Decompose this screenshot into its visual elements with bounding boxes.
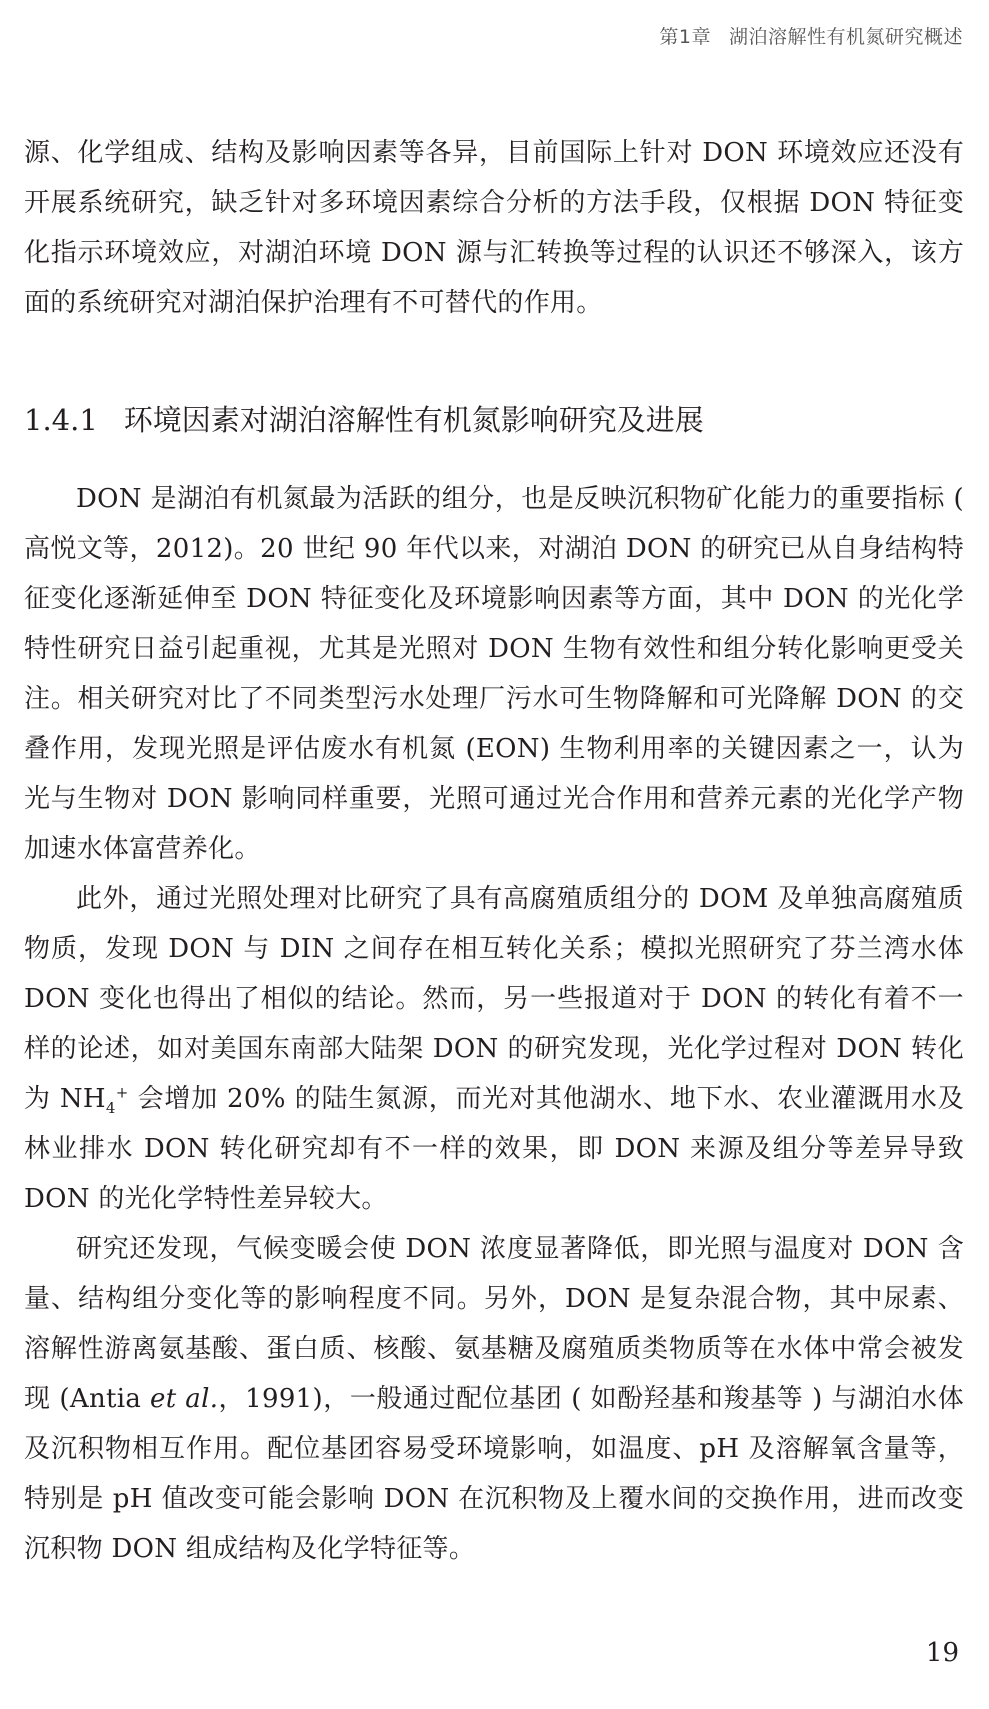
- page-number: 19: [925, 1638, 959, 1668]
- ammonium-superscript: +: [115, 1083, 129, 1102]
- paragraph-3-text-a: 研究还发现，气候变暖会使 DON 浓度显著降低，即光照与温度对 DON 含量、结构组分变化等的影响程度不同。另外，DON 是复杂混合物，其中尿素、溶解性游离氨基酸、蛋白质、核酸、氨基糖及腐殖质类物质等在水体中常会被发现 (Antia: [24, 1234, 964, 1414]
- paragraph-1: DON 是湖泊有机氮最为活跃的组分，也是反映沉积物矿化能力的重要指标 ( 高悦文等，2012)。20 世纪 90 年代以来，对湖泊 DON 的研究已从自身结构特征变化逐渐延伸至 DON 特征变化及环境影响因素等方面，其中 DON 的光化学特性研究日益引起重视，尤其是光照对 DON 生物有效性和组分转化影响更受关注。相关研究对比了不同类型污水处理厂污水可生物降解和可光降解 DON 的交叠作用，发现光照是评估废水有机氮 (EON) 生物利用率的关键因素之一，认为光与生物对 DON 影响同样重要，光照可通过光合作用和营养元素的光化学产物加速水体富营养化。: [24, 484, 964, 864]
- paragraph-continued: 源、化学组成、结构及影响因素等各异，目前国际上针对 DON 环境效应还没有开展系统研究，缺乏针对多环境因素综合分析的方法手段，仅根据 DON 特征变化指示环境效应，对湖泊环境 DON 源与汇转换等过程的认识还不够深入，该方面的系统研究对湖泊保护治理有不可替代的作用。: [24, 138, 964, 318]
- ammonium-subscript: 4: [105, 1099, 116, 1118]
- page-body: [24, 128, 964, 1574]
- paragraph-3-text-b: ，1991)，一般通过配位基团 ( 如酚羟基和羧基等 ) 与湖泊水体及沉积物相互作用。配位基团容易受环境影响，如温度、pH 及溶解氧含量等，特别是 pH 值改变可能会影响 DON 在沉积物及上覆水间的交换作用，进而改变沉积物 DON 组成结构及化学特征等。: [24, 1384, 965, 1564]
- section-heading: [24, 394, 964, 446]
- paragraph-2: [24, 874, 964, 1224]
- chapter-title: 湖泊溶解性有机氮研究概述: [728, 26, 963, 48]
- section-title: 环境因素对湖泊溶解性有机氮影响研究及进展: [123, 403, 704, 437]
- paragraph-2-text-a: 此外，通过光照处理对比研究了具有高腐殖质组分的 DOM 及单独高腐殖质物质，发现 DON 与 DIN 之间存在相互转化关系；模拟光照研究了芬兰湾水体 DON 变化也得出了相似的结论。然而，另一些报道对于 DON 的转化有着不一样的论述，如对美国东南部大陆架 DON 的研究发现，光化学过程对 DON 转化为 NH: [24, 884, 964, 1114]
- running-header: [659, 22, 963, 49]
- paragraph-2-text-b: 会增加 20% 的陆生氮源，而光对其他湖水、地下水、农业灌溉用水及林业排水 DON 转化研究却有不一样的效果，即 DON 来源及组分等差异导致 DON 的光化学特性差异较大。: [24, 1084, 964, 1214]
- chapter-label: 第1章: [659, 26, 711, 48]
- section-number: 1.4.1: [24, 403, 98, 437]
- citation-et-al: et al.: [150, 1384, 219, 1414]
- paragraph-3: [24, 1224, 964, 1574]
